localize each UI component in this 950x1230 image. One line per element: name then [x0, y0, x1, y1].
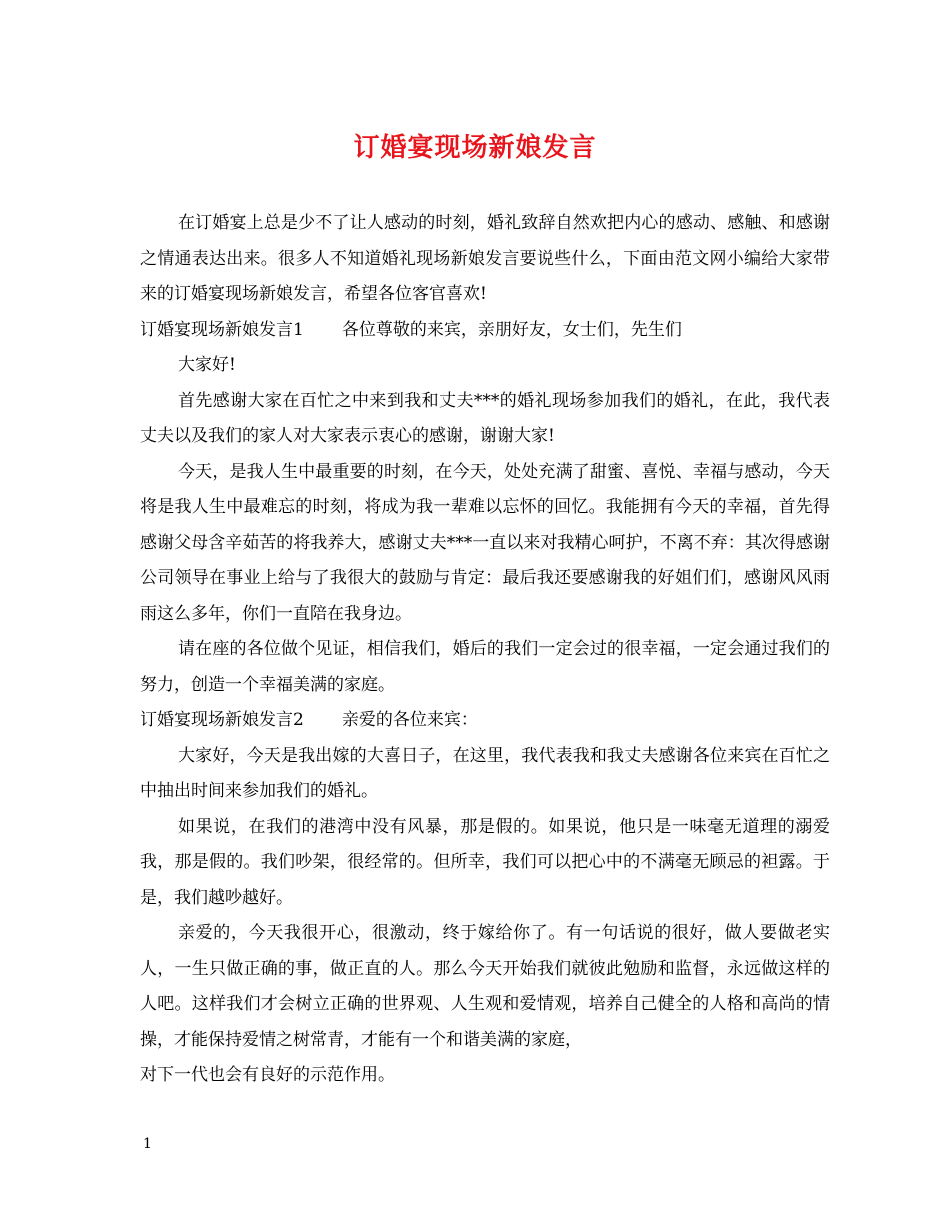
speech1-paragraph: 请在座的各位做个见证，相信我们，婚后的我们一定会过的很幸福，一定会通过我们的努力，创造一个幸福美满的家庭。 [140, 639, 830, 695]
speech1-heading: 订婚宴现场新娘发言1 [140, 319, 304, 340]
speech2-closing: 对下一代也会有良好的示范作用。 [140, 1065, 395, 1085]
intro-paragraph: 在订婚宴上总是少不了让人感动的时刻，婚礼致辞自然欢把内心的感动、感触、和感谢之情通表达出来。很多人不知道婚礼现场新娘发言要说些什么，下面由范文网小编给大家带来的订婚宴现场新娘发言，希望各位客官喜欢! [140, 213, 830, 304]
page-number: 1 [143, 1136, 152, 1152]
speech1-paragraph: 首先感谢大家在百忙之中来到我和丈夫***的婚礼现场参加我们的婚礼，在此，我代表丈夫以及我们的家人对大家表示衷心的感谢，谢谢大家! [140, 390, 830, 446]
document-body [140, 206, 830, 1094]
speech2-paragraph: 如果说，在我们的港湾中没有风暴，那是假的。如果说，他只是一味毫无道理的溺爱我，那是假的。我们吵架，很经常的。但所幸，我们可以把心中的不满毫无顾忌的袒露。于是，我们越吵越好。 [140, 816, 830, 908]
speech2-paragraph: 大家好，今天是我出嫁的大喜日子，在这里，我代表我和我丈夫感谢各位来宾在百忙之中抽出时间来参加我们的婚礼。 [140, 745, 830, 801]
speech1-salutation: 各位尊敬的来宾，亲朋好友，女士们，先生们 [341, 319, 682, 340]
speech1-heading-line [140, 313, 830, 349]
speech1-paragraph: 今天，是我人生中最重要的时刻，在今天，处处充满了甜蜜、喜悦、幸福与感动，今天将是我人生中最难忘的时刻，将成为我一辈难以忘怀的回忆。我能拥有今天的幸福，首先得感谢父母含辛茹苦的将我养大，感谢丈夫***一直以来对我精心呵护，不离不弃：其次得感谢公司领导在事业上给与了我很大的鼓励与肯定：最后我还要感谢我的好姐们们，感谢风风雨雨这么多年，你们一直陪在我身边。 [140, 461, 830, 624]
speech1-paragraph: 大家好! [178, 355, 236, 375]
speech2-heading-line [140, 703, 830, 739]
document-title: 订婚宴现场新娘发言 [353, 133, 597, 163]
speech2-paragraph: 亲爱的，今天我很开心，很激动，终于嫁给你了。有一句话说的很好，做人要做老实人，一生只做正确的事，做正直的人。那么今天开始我们就彼此勉励和监督，永远做这样的人吧。这样我们才会树立正确的世界观、人生观和爱情观，培养自己健全的人格和高尚的情操，才能保持爱情之树常青，才能有一个和谐美满的家庭， [140, 923, 830, 1050]
speech2-salutation: 亲爱的各位来宾： [341, 710, 478, 730]
speech2-heading: 订婚宴现场新娘发言2 [140, 710, 304, 730]
